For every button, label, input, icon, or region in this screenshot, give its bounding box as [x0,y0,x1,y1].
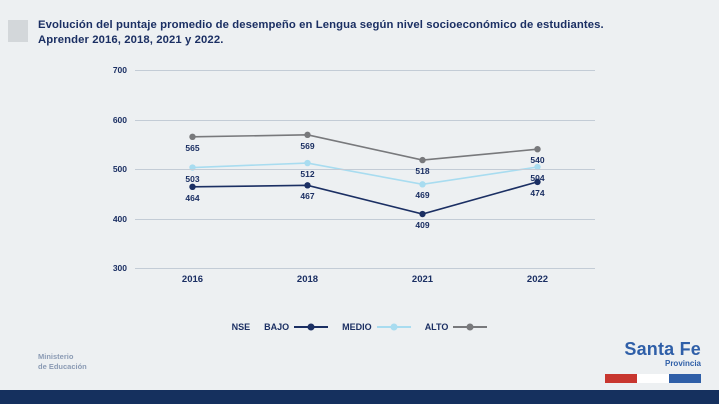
gridline [135,219,595,220]
data-point [304,132,310,138]
flag-red [605,374,637,383]
data-point [189,184,195,190]
legend-item-alto[interactable] [425,322,488,332]
brand-logo [624,340,701,369]
legend-swatch [453,326,487,328]
data-point [304,160,310,166]
legend-item-label: ALTO [424,322,449,332]
data-label: 464 [185,192,200,203]
data-label: 474 [530,187,545,198]
data-label: 503 [185,173,200,184]
legend-prefix: NSE [231,322,251,332]
legend-swatch [377,326,411,328]
legend-item-label: BAJO [264,322,290,332]
x-axis-tick: 2022 [526,274,549,285]
page-title-line1: Evolución del puntaje promedio de desempeño en Lengua según nivel socioeconómico de estudiantes. [38,19,604,31]
flag-blue [669,374,701,383]
gridline [135,169,595,170]
data-label: 518 [415,166,430,177]
data-point [304,182,310,188]
line-chart [95,60,595,290]
page-title [38,18,648,48]
series-line [193,135,538,160]
series-line [193,163,538,184]
x-axis-tick: 2018 [296,274,319,285]
data-label: 569 [300,140,315,151]
gridline [135,268,595,269]
gridline [135,70,595,71]
brand-subtitle: Provincia [664,359,701,368]
legend-swatch [294,326,328,328]
y-axis-tick: 700 [112,65,127,75]
data-point [419,157,425,163]
decorative-square [8,20,28,42]
data-point [419,211,425,217]
data-point [189,134,195,140]
data-label: 565 [185,142,200,153]
legend-item-label: MEDIO [342,322,372,332]
legend-item-medio[interactable] [342,322,411,332]
y-axis-tick: 600 [112,114,127,125]
data-label: 512 [300,169,315,180]
flag-white [637,374,669,383]
ministerio-label [38,352,87,372]
data-label: 540 [530,155,545,166]
ministerio-line2: de Educación [38,362,87,371]
plot-area [112,65,595,285]
x-axis-tick: 2021 [411,274,434,285]
chart-legend [0,322,719,332]
y-axis-tick: 500 [112,164,127,174]
data-point [534,146,540,152]
data-point [419,181,425,187]
ministerio-line1: Ministerio [38,352,74,361]
data-label: 467 [300,191,315,202]
series-line [193,182,538,214]
y-axis-tick: 400 [112,213,127,224]
data-label: 409 [415,220,430,231]
x-axis-tick: 2016 [181,274,204,285]
gridline [135,120,595,121]
flag-stripes [605,374,701,383]
legend-item-bajo[interactable] [264,322,328,332]
data-label: 504 [530,173,545,184]
bottom-bar [0,390,719,404]
brand-name: Santa Fe [624,339,701,359]
data-label: 469 [415,190,430,201]
y-axis-tick: 300 [112,263,127,273]
page-title-line2: Aprender 2016, 2018, 2021 y 2022. [38,34,224,46]
